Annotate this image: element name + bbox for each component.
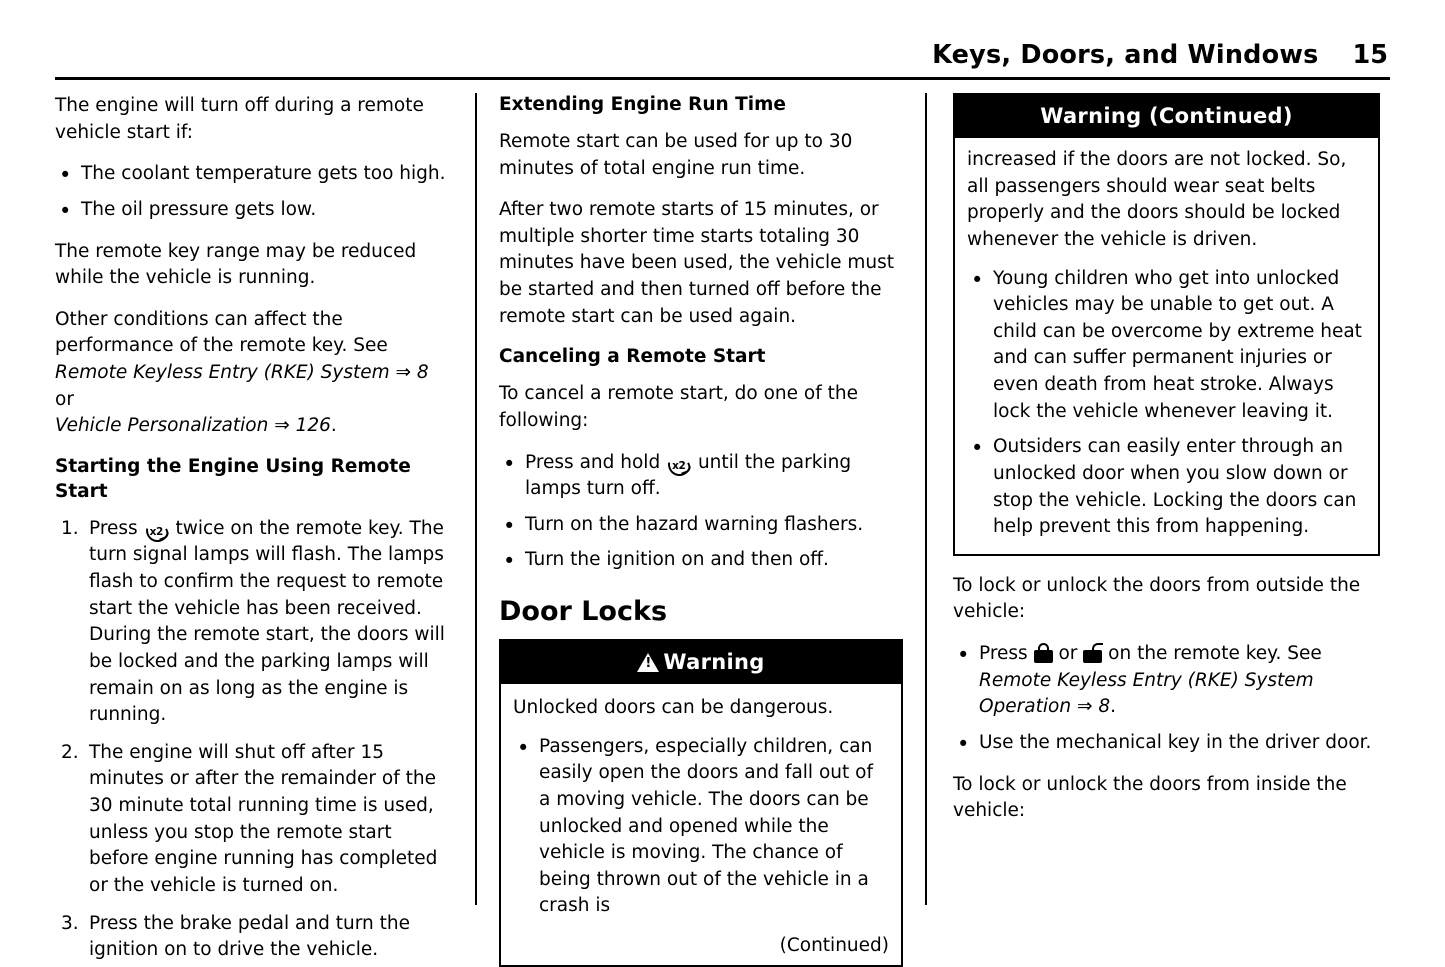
warning-continued-bullet-list: [967, 266, 1366, 541]
warning-intro-text: Unlocked doors can be dangerous.: [513, 697, 834, 719]
step-text-post: Press the brake pedal and turn the ignition on to drive the vehicle.: [89, 912, 410, 961]
header-divider: [55, 77, 1390, 80]
list-item-label: Passengers, especially children, can easily open the doors and fall out of a moving vehicle. The doors can be unlocked and opened while the vehicle is moving. The chance of being thrown out of the vehicle in a crash is: [539, 735, 873, 917]
warning-box-continued: [953, 93, 1380, 556]
paragraph-key-range: The remote key range may be reduced while the vehicle is running.: [55, 240, 417, 289]
warning-triangle-icon: [637, 653, 659, 672]
outside-text-pre: Press: [979, 643, 1034, 664]
list-item: [55, 197, 453, 224]
cancel-text-post: Turn the ignition on and then off.: [525, 549, 829, 571]
list-item: [499, 512, 903, 539]
page-ref-arrow-icon: ⇒: [389, 362, 417, 383]
warning-box-title: Warning: [663, 650, 765, 675]
step-text-post: The engine will shut off after 15 minutes or after the remainder of the 30 minute total running time is used, unless you stop the remote start before engine running has completed or the vehicle is turned on.: [89, 741, 438, 896]
page-number: 15: [1352, 40, 1388, 70]
list-item: [55, 911, 453, 964]
outside-text-post: on the remote key. See: [1102, 643, 1322, 664]
list-lock-outside-methods: [953, 641, 1380, 757]
unlock-icon: [1083, 643, 1102, 663]
step-text-pre: Press: [89, 517, 144, 539]
page-title: Keys, Doors, and Windows: [932, 40, 1319, 70]
page-columns: [55, 93, 1390, 961]
list-item-label: Young children who get into unlocked vehicles may be unable to get out. A child can be overcome by extreme heat and can suffer permanent injuries or even death from heat stroke. Always lock the vehicle whenever leaving it.: [993, 267, 1362, 422]
warning-box-header: [501, 641, 901, 684]
list-item: [55, 161, 453, 188]
cross-reference-personalization-page: 126: [295, 415, 331, 437]
cancel-text-post: Turn on the hazard warning flashers.: [525, 513, 864, 535]
list-cancel-methods: [499, 450, 903, 575]
list-item: [953, 641, 1380, 721]
period: .: [1110, 696, 1117, 718]
warning-continued-label: (Continued): [779, 935, 889, 957]
list-item-label: The coolant temperature gets too high.: [81, 163, 446, 185]
list-item: [55, 740, 453, 900]
paragraph-cancel-intro: To cancel a remote start, do one of the following:: [499, 383, 858, 431]
list-item: [967, 266, 1366, 426]
paragraph-extend-1: Remote start can be used for up to 30 minutes of total engine run time.: [499, 130, 853, 179]
cancel-text-post: until the parking lamps turn off.: [525, 451, 852, 500]
column-left: [55, 93, 475, 961]
page-header: [55, 40, 1390, 70]
list-item-label: Outsiders can easily enter through an unlocked door when you slow down or stop the vehicle. Locking the doors can help prevent this from happening.: [993, 436, 1357, 538]
outside-text-mid: or: [1052, 643, 1084, 664]
list-item: [499, 547, 903, 574]
other-conditions-text-b: or: [55, 388, 74, 410]
paragraph-extend-2: After two remote starts of 15 minutes, or multiple shorter time starts totaling 30 minutes have been used, the vehicle must be started and then turned off before the remote start can be used again.: [499, 199, 895, 327]
paragraph-other-conditions: [55, 307, 453, 440]
heading-canceling-remote-start: Canceling a Remote Start: [499, 346, 766, 368]
paragraph-lock-inside-intro: To lock or unlock the doors from inside the vehicle:: [953, 773, 1347, 822]
list-item: [499, 450, 903, 503]
heading-door-locks: Door Locks: [499, 596, 668, 628]
period: .: [330, 415, 337, 437]
cross-reference-rke-operation: Remote Keyless Entry (RKE) System Operation: [979, 669, 1314, 718]
list-item: [967, 434, 1366, 541]
warning-box-continued-title: Warning (Continued): [1040, 104, 1293, 128]
paragraph-lock-outside-intro: To lock or unlock the doors from outside the vehicle:: [953, 574, 1361, 623]
warning-box-body: [501, 684, 901, 935]
cross-reference-rke-system: Remote Keyless Entry (RKE) System: [55, 362, 390, 383]
warning-box-continued-body: [955, 138, 1378, 554]
warning-box: [499, 639, 903, 967]
cross-reference-rke-page: 8: [416, 362, 429, 383]
lock-icon: [1034, 643, 1053, 663]
page-ref-arrow-icon: ⇒: [268, 415, 296, 437]
remote-start-x2-icon: x2: [666, 453, 692, 473]
column-right: [925, 93, 1380, 905]
page-ref-arrow-icon: ⇒: [1071, 696, 1099, 718]
other-conditions-text-a: Other conditions can affect the performance of the remote key. See: [55, 308, 388, 357]
list-item-label: The oil pressure gets low.: [81, 198, 317, 220]
cross-reference-personalization: Vehicle Personalization: [55, 415, 269, 437]
outside-text-pre: Use the mechanical key in the driver door.: [979, 731, 1372, 753]
warning-box-continued-header: [955, 95, 1378, 138]
step-text-post: twice on the remote key. The turn signal lamps will flash. The lamps flash to confirm the request to remote start the vehicle has been received. During the remote start, the doors will be locked and the parking lamps will remain on as long as the engine is running.: [89, 517, 445, 726]
heading-extending-engine-run-time: Extending Engine Run Time: [499, 94, 786, 115]
list-item: [55, 516, 453, 729]
list-item: [953, 730, 1380, 757]
cancel-text-pre: Press and hold: [525, 451, 667, 473]
list-remote-start-steps: [55, 516, 453, 964]
list-engine-off-conditions: [55, 161, 453, 223]
warning-continued-intro-text: increased if the doors are not locked. So, all passengers should wear seat belts properly and the doors should be locked whenever the vehicle is driven.: [967, 149, 1347, 250]
remote-start-x2-icon: x2: [144, 519, 170, 539]
heading-starting-engine-remote-start: Starting the Engine Using Remote Start: [55, 455, 411, 502]
list-item: [513, 734, 889, 920]
column-middle: [475, 93, 925, 957]
paragraph-engine-off-intro: The engine will turn off during a remote vehicle start if:: [55, 95, 424, 143]
cross-reference-rke-operation-page: 8: [1098, 696, 1111, 718]
warning-bullet-list: [513, 734, 889, 920]
